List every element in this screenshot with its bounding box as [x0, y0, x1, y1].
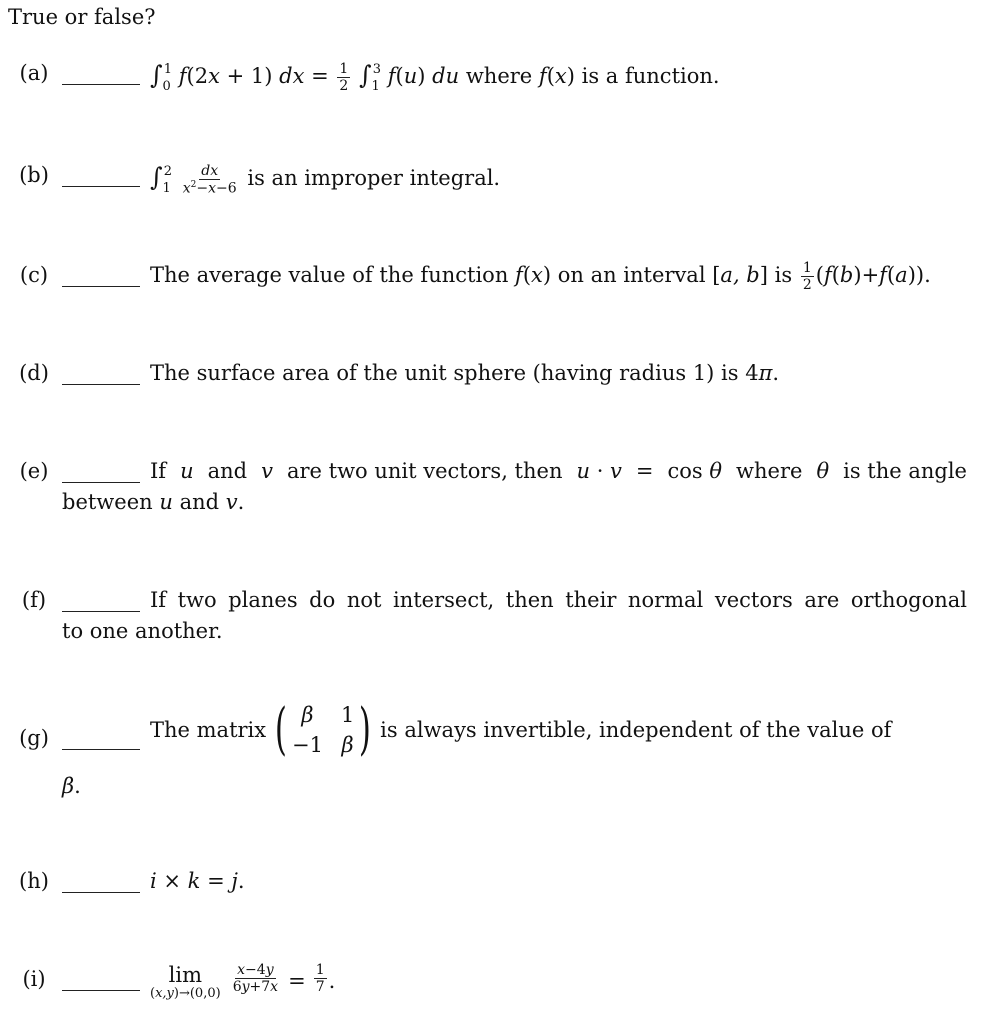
- answer-blank[interactable]: [62, 84, 140, 85]
- question-label: (c): [19, 263, 49, 287]
- question-text: $\int_0^1$ f(2x + 1) dx = $\frac{1}{2}$ $\int_1^3$ f(u) du where f(x) is a function.: [150, 60, 720, 94]
- matrix: ( β 1 −1 β ): [275, 697, 372, 763]
- question-text: The average value of the function f(x) on an interval [a, b] is $\frac{1}{2}$ (f(b)+f(a)).: [150, 260, 931, 294]
- question-text: If two planes do not intersect, then their normal vectors are orthogonal: [150, 588, 967, 612]
- answer-blank[interactable]: [62, 990, 140, 991]
- question-label: (e): [19, 459, 49, 483]
- question-label: (d): [19, 361, 49, 385]
- question-text-continued: β.: [62, 774, 81, 798]
- answer-blank[interactable]: [62, 384, 140, 385]
- question-text-continued: between u and v.: [62, 490, 245, 514]
- question-label: (f): [21, 588, 47, 612]
- question-label: (b): [19, 163, 49, 187]
- page-title: True or false?: [8, 5, 156, 29]
- question-text: lim (x,y)→(0,0) $\frac{x-4y}{6y+7x}$ = $\frac{1}{7}$ .: [150, 962, 336, 1002]
- question-text: $\int_1^2$ $\frac{dx}{x^2-x-6}$ is an improper integral.: [150, 162, 501, 197]
- question-text-continued: to one another.: [62, 619, 223, 643]
- answer-blank[interactable]: [62, 286, 140, 287]
- question-label: (h): [19, 869, 49, 893]
- answer-blank[interactable]: [62, 482, 140, 483]
- answer-blank[interactable]: [62, 611, 140, 612]
- answer-blank[interactable]: [62, 892, 140, 893]
- question-text: i × k = j.: [150, 869, 245, 893]
- answer-blank[interactable]: [62, 186, 140, 187]
- question-label: (i): [22, 967, 46, 991]
- answer-blank[interactable]: [62, 749, 140, 750]
- question-label: (a): [19, 61, 49, 85]
- question-label: (g): [19, 726, 49, 750]
- question-text: The surface area of the unit sphere (having radius 1) is 4π.: [150, 361, 780, 385]
- question-text: If u and v are two unit vectors, then u · v = cos θ where θ is the angle: [150, 459, 967, 483]
- question-text: The matrix ( β 1 −1 β ) is always invertible, independent of the value of: [150, 697, 892, 763]
